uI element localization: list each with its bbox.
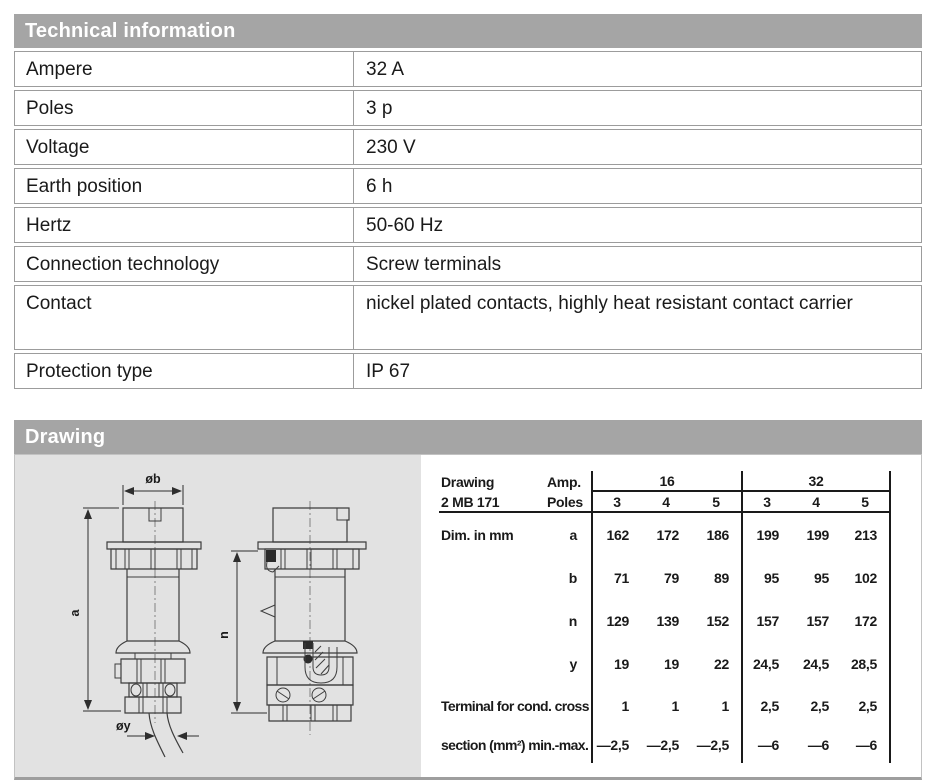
spec-label: Earth position <box>15 169 354 203</box>
poles-32-5: 5 <box>841 492 891 513</box>
dimension-table <box>439 471 891 763</box>
cell-b-32-5: 102 <box>841 556 891 599</box>
cell-n-32-4: 157 <box>806 612 829 629</box>
plug-grip-ring-front <box>111 549 197 569</box>
poles-32-4: 4 <box>791 492 841 513</box>
plug-collar-flange-front <box>107 542 201 549</box>
release-lever <box>261 605 275 617</box>
plug-collar-flange-side <box>258 542 366 549</box>
spec-label: Hertz <box>15 208 354 242</box>
plug-cap-front <box>123 508 183 542</box>
amp-group-16: 16 <box>591 471 741 492</box>
cell-s-32-4: —6 <box>807 737 829 753</box>
spec-label: Poles <box>15 91 354 125</box>
dim-letter: b <box>568 569 577 586</box>
technical-drawing-panel <box>15 455 421 777</box>
cell-a-16-5: 186 <box>706 526 729 543</box>
spec-row-poles <box>14 90 922 126</box>
cell-t-32-5: 2,5 <box>841 685 891 727</box>
cell-y-32-5: 28,5 <box>841 642 891 685</box>
row-label-terminal: Terminal for cond. cross <box>441 698 589 714</box>
cell-y-16-4: 19 <box>664 655 679 672</box>
plug-body-front <box>127 569 179 641</box>
spec-label: Protection type <box>15 354 354 388</box>
cell-a-32-5: 213 <box>841 513 891 556</box>
cell-t-32-3: 2,5 <box>741 685 791 727</box>
dimension-table-panel <box>421 455 921 777</box>
cell-a-16-4: 172 <box>656 526 679 543</box>
poles-32-3: 3 <box>741 492 791 513</box>
spec-value: Screw terminals <box>366 254 502 275</box>
row-label-section: section (mm²) min.-max. <box>441 737 589 753</box>
row-label <box>439 556 547 599</box>
dim-letter: a <box>569 526 577 543</box>
row-label <box>439 642 547 685</box>
spec-value: IP 67 <box>366 361 411 382</box>
cell-t-16-3: 1 <box>591 685 641 727</box>
cell-s-32-3: —6 <box>741 727 791 763</box>
cell-y-16-3: 19 <box>591 642 641 685</box>
spec-label: Voltage <box>15 130 354 164</box>
cell-b-16-3: 71 <box>591 556 641 599</box>
table-corner-drawing: Drawing <box>441 473 495 490</box>
spec-value: 6 h <box>366 176 393 197</box>
cell-t-16-4: 1 <box>671 698 679 714</box>
drawing-header: Drawing <box>14 420 922 454</box>
dim-label-n: n <box>217 631 231 639</box>
cell-n-32-5: 172 <box>841 599 891 642</box>
cell-y-16-5: 22 <box>714 655 729 672</box>
cell-s-16-4: —2,5 <box>646 737 679 753</box>
cell-n-16-5: 152 <box>706 612 729 629</box>
spec-row-ampere <box>14 51 922 87</box>
spec-label: Connection technology <box>15 247 354 281</box>
cell-n-16-3: 129 <box>591 599 641 642</box>
spec-value: 3 p <box>366 98 393 119</box>
spec-value-text: nickel plated contacts, highly heat resistant contact carrier <box>366 293 853 314</box>
cell-y-32-4: 24,5 <box>802 655 829 672</box>
drawing-section <box>14 420 922 780</box>
spec-row-hertz <box>14 207 922 243</box>
cell-n-16-4: 139 <box>656 612 679 629</box>
cell-s-32-5: —6 <box>841 727 891 763</box>
cell-b-16-5: 89 <box>714 569 729 586</box>
dim-label-b: øb <box>145 472 161 486</box>
cell-t-16-5: 1 <box>721 698 729 714</box>
spec-value: 230 V <box>366 137 416 158</box>
poles-16-3: 3 <box>591 492 641 513</box>
cell-b-16-4: 79 <box>664 569 679 586</box>
cell-a-16-3: 162 <box>591 513 641 556</box>
spec-row-voltage <box>14 129 922 165</box>
spec-label: Contact <box>15 286 354 349</box>
poles-label: Poles <box>547 492 591 513</box>
plug-grip-ring-side <box>265 549 359 569</box>
dim-letter: y <box>569 655 577 672</box>
spec-value <box>354 286 921 349</box>
dim-letter: n <box>568 612 577 629</box>
poles-16-5: 5 <box>691 492 741 513</box>
poles-16-4: 4 <box>641 492 691 513</box>
locking-latch <box>266 550 276 562</box>
amp-group-32: 32 <box>741 471 891 492</box>
plug-cap-side <box>273 508 349 542</box>
spec-row-protection-type <box>14 353 922 389</box>
cell-a-32-3: 199 <box>741 513 791 556</box>
cable-front <box>149 713 183 757</box>
dim-label-a: a <box>68 609 82 617</box>
table-corner-ref: 2 MB 171 <box>439 492 547 513</box>
spec-row-earth-position <box>14 168 922 204</box>
spec-value: 32 A <box>366 59 405 80</box>
cell-b-32-3: 95 <box>741 556 791 599</box>
cell-s-16-5: —2,5 <box>696 737 729 753</box>
technical-information-header: Technical information <box>14 14 922 48</box>
spec-label: Ampere <box>15 52 354 86</box>
cell-y-32-3: 24,5 <box>741 642 791 685</box>
row-label <box>439 599 547 642</box>
spec-value: 50-60 Hz <box>366 215 444 236</box>
row-label: Dim. in mm <box>441 526 514 543</box>
amp-label: Amp. <box>547 473 581 490</box>
connector-drawing <box>15 455 421 777</box>
technical-information-section <box>14 14 922 389</box>
cell-a-32-4: 199 <box>806 526 829 543</box>
cell-b-32-4: 95 <box>814 569 829 586</box>
cell-s-16-3: —2,5 <box>591 727 641 763</box>
drawing-content <box>14 454 922 780</box>
spec-row-contact <box>14 285 922 350</box>
cable-gland-front <box>121 659 185 683</box>
dim-label-y: øy <box>116 719 131 733</box>
spec-row-connection-technology <box>14 246 922 282</box>
cell-t-32-4: 2,5 <box>810 698 829 714</box>
cell-n-32-3: 157 <box>741 599 791 642</box>
